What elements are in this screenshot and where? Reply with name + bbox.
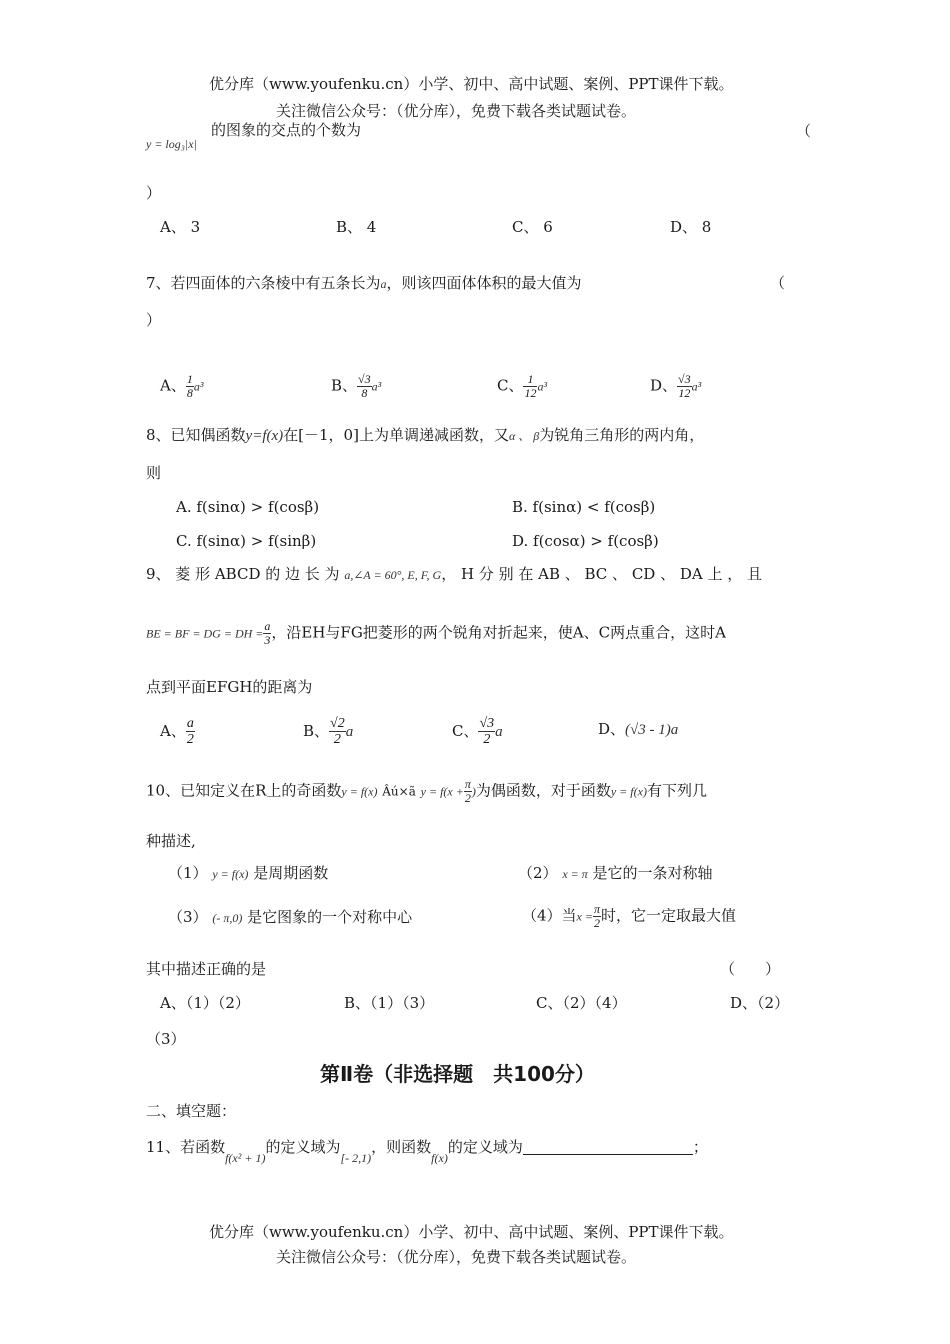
q7-text-b: ，则该四面体体积的最大值为 [386, 274, 582, 292]
footer-line-2: 关注微信公众号：（优分库），免费下载各类试题试卷。 [276, 1248, 637, 1266]
q10-garbled: Âú×ã [382, 784, 416, 799]
q6-option-a: A、 3 [160, 218, 201, 236]
q9-eq-frac: $\frac{a}{3}$ [264, 619, 271, 648]
q9-option-d-expr: (√3 - 1)a [625, 722, 679, 738]
q7-option-c-frac: $\frac{1}{12}$ [524, 372, 537, 401]
q10-option-c: C、（2）（4） [536, 994, 627, 1012]
q7-option-b-frac: $\frac{√3}{8}$ [358, 372, 371, 401]
q11-stem: 11、若函数$_{f(x^2 + 1)}$的定义域为$_{[- 2,1)}$，则函数$_{f(x)}$的定义域为 ； [146, 1138, 708, 1165]
q9-option-c: C、 $\frac{√3}{2}$ a [452, 716, 503, 748]
q9-stem: 9、 菱 形 ABCD 的 边 长 为 a,∠A = 60°, E, F, G， H 分 别 在 AB 、 BC 、 CD 、 DA 上 ， 且 [146, 565, 763, 583]
q8-stem-cont: 则 [146, 464, 162, 482]
q7-stem [146, 276, 582, 291]
q8-stem: 8、已知偶函数y=f(x)在[－1，0]上为单调递减函数，又α 、 β为锐角三角形的两内角， [146, 426, 705, 444]
q7-option-b-label: B、 [331, 376, 358, 395]
q6-option-c: C、 6 [512, 218, 553, 236]
q7-option-c-tail: a³ [537, 379, 548, 394]
q8-option-c: C. f(sinα) > f(sinβ) [176, 532, 317, 550]
q9-option-a: A、 $\frac{a}{2}$ [160, 716, 194, 748]
q7-option-a-tail: a³ [193, 379, 204, 394]
q10-option-a: A、（1）（2） [160, 994, 250, 1012]
q7-option-b-tail: a³ [371, 379, 382, 394]
q7-option-c-label: C、 [497, 376, 524, 395]
q6-text: 的图象的交点的个数为 [211, 121, 362, 139]
q6-paren-close: ） [146, 184, 162, 202]
q9-cond: a,∠A = 60°, E, F, G [344, 568, 442, 582]
q7-option-a-label: A、 [160, 376, 186, 395]
section-2-title: 第Ⅱ卷（非选择题 共100分） [320, 1062, 595, 1086]
q8-option-b: B. f(sinα) < f(cosβ) [512, 498, 656, 516]
q8-option-a: A. f(sinα) > f(cosβ) [176, 498, 320, 516]
q10-option-d: D、（2） [730, 994, 790, 1012]
q7-option-d [650, 373, 701, 400]
q6-paren-open: （ [796, 122, 812, 140]
q11-answer-blank[interactable] [523, 1140, 693, 1155]
q6-option-d: D、 8 [670, 218, 712, 236]
q10-option-d-wrap: （3） [146, 1030, 186, 1048]
q7-option-a [160, 373, 203, 400]
footer-line-1: 优分库（www.youfenku.cn）小学、初中、高中试题、案例、PPT课件下载。 [209, 1223, 734, 1241]
q8-func: y=f(x) [245, 428, 284, 444]
q7-var: a [380, 277, 387, 291]
q10-item-2: （2） x = π 是它的一条对称轴 [518, 864, 713, 882]
q10-option-b: B、（1）（3） [344, 994, 435, 1012]
q8-greek: α 、 β [508, 429, 540, 443]
q7-option-c [497, 373, 547, 400]
q7-option-b [331, 373, 381, 400]
q7-text-a: 7、若四面体的六条棱中有五条长为 [146, 274, 381, 292]
section-2-subtitle: 二、填空题： [146, 1102, 237, 1120]
q9-eq: BE = BF = DG = DH = [146, 626, 264, 641]
q7-option-d-tail: a³ [691, 379, 702, 394]
q9-option-b: B、 $\frac{√2}{2}$ a [303, 716, 354, 748]
q7-option-a-frac: $\frac{1}{8}$ [186, 372, 193, 401]
q10-stem: 10、已知定义在R上的奇函数y = f(x) Âú×ã y = f(x + $\frac{\pi}{2}$ )为偶函数，对于函数y = f(x)有下列几 [146, 777, 707, 806]
header-line-1: 优分库（www.youfenku.cn）小学、初中、高中试题、案例、PPT课件下载。 [209, 75, 734, 93]
q7-option-d-label: D、 [650, 376, 678, 395]
q10-stem-cont: 种描述, [146, 832, 196, 850]
q7-paren-open: （ [770, 274, 786, 292]
q6-option-b: B、 4 [336, 218, 377, 236]
q9-stem-end: 点到平面EFGH的距离为 [146, 678, 313, 696]
q7-option-d-frac: $\frac{√3}{12}$ [678, 372, 691, 401]
q6-function: y = log₃|x| [146, 137, 197, 151]
q10-item-1: （1） y = f(x) 是周期函数 [168, 864, 329, 882]
q8-option-d: D. f(cosα) > f(cosβ) [512, 532, 659, 550]
q9-stem-cont: BE = BF = DG = DH = $\frac{a}{3}$ ，沿EH与FG把菱形的两个锐角对折起来，使A、C两点重合，这时A [146, 619, 726, 648]
q9-option-d: D、(√3 - 1)a [598, 720, 679, 738]
q10-item-4: （4）当x = $\frac{\pi}{2}$ 时，它一定取最大值 [522, 902, 737, 931]
q7-paren-close: ） [146, 311, 162, 329]
q10-answer-paren: （ ） [720, 960, 781, 978]
q10-item-3: （3） (- π,0) 是它图象的一个对称中心 [168, 908, 413, 926]
header-line-2: 关注微信公众号：（优分库），免费下载各类试题试卷。 [276, 102, 637, 120]
q10-question: 其中描述正确的是 [146, 960, 267, 978]
